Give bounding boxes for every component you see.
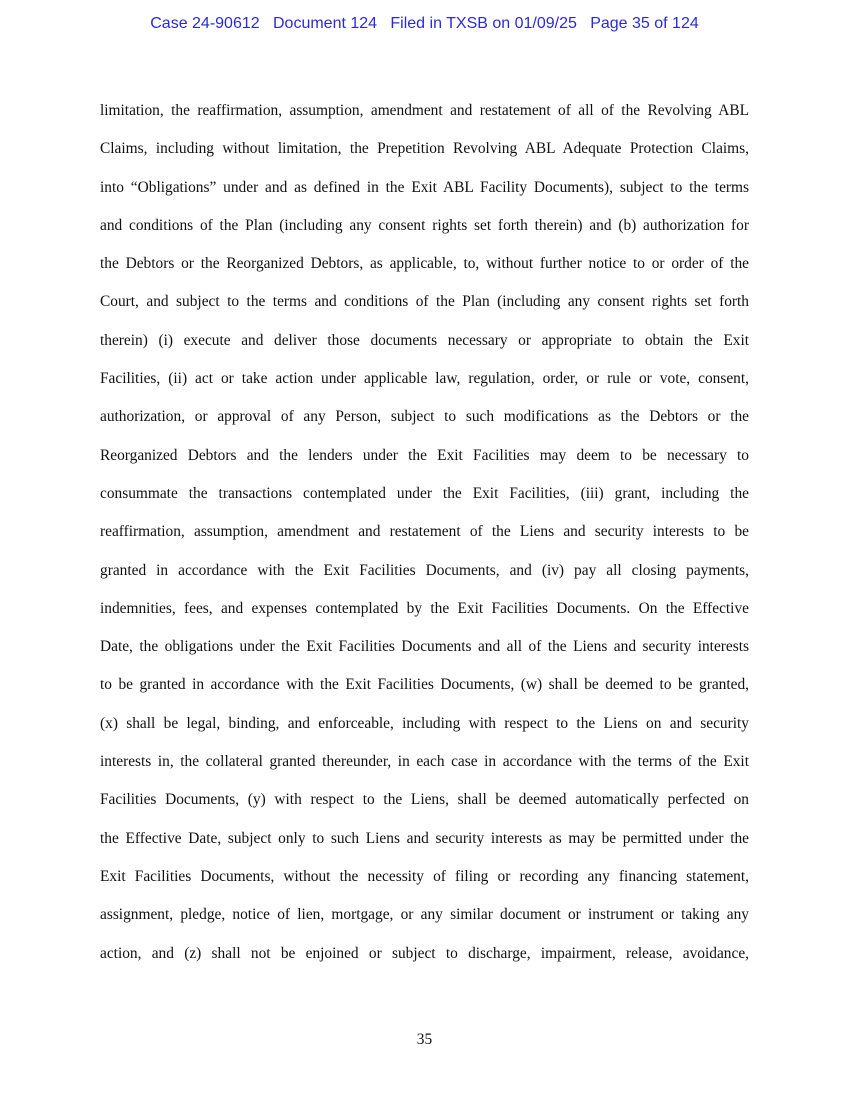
text-line: action, and (z) shall not be enjoined or subject to discharge, impairment, release, avoidance, xyxy=(100,944,749,962)
text-line: authorization, or approval of any Person, subject to such modifications as the Debtors or the xyxy=(100,408,749,426)
text-line: Date, the obligations under the Exit Facilities Documents and all of the Liens and security interests xyxy=(100,638,749,656)
text-line: interests in, the collateral granted thereunder, in each case in accordance with the terms of the Exit xyxy=(100,753,749,771)
text-line: granted in accordance with the Exit Facilities Documents, and (iv) pay all closing payments, xyxy=(100,561,749,579)
text-line: therein) (i) execute and deliver those documents necessary or appropriate to obtain the Exit xyxy=(100,331,749,349)
text-line: Reorganized Debtors and the lenders under the Exit Facilities may deem to be necessary to xyxy=(100,446,749,464)
text-line: Facilities, (ii) act or take action under applicable law, regulation, order, or rule or vote, consent, xyxy=(100,370,749,388)
text-line: (x) shall be legal, binding, and enforceable, including with respect to the Liens on and security xyxy=(100,714,749,732)
text-line: consummate the transactions contemplated under the Exit Facilities, (iii) grant, including the xyxy=(100,484,749,502)
page-number: 35 xyxy=(416,1031,433,1048)
text-line: into “Obligations” under and as defined in the Exit ABL Facility Documents), subject to the terms xyxy=(100,178,749,196)
text-line: Court, and subject to the terms and conditions of the Plan (including any consent rights set forth xyxy=(100,293,749,311)
text-line: assignment, pledge, notice of lien, mortgage, or any similar document or instrument or taking any xyxy=(100,906,749,924)
text-line: the Debtors or the Reorganized Debtors, as applicable, to, without further notice to or order of the xyxy=(100,255,749,273)
body-paragraph xyxy=(100,92,749,973)
text-line: Claims, including without limitation, the Prepetition Revolving ABL Adequate Protection Claims, xyxy=(100,140,749,158)
text-line: limitation, the reaffirmation, assumption, amendment and restatement of all of the Revolving ABL xyxy=(100,102,749,119)
filing-header: Case 24-90612 Document 124 Filed in TXSB on 01/09/25 Page 35 of 124 xyxy=(150,15,699,32)
text-line: the Effective Date, subject only to such Liens and security interests as may be permitted under the xyxy=(100,829,749,847)
text-line: reaffirmation, assumption, amendment and restatement of the Liens and security interests to be xyxy=(100,523,749,541)
text-line: Facilities Documents, (y) with respect to the Liens, shall be deemed automatically perfected on xyxy=(100,791,749,809)
text-line: and conditions of the Plan (including any consent rights set forth therein) and (b) authorization for xyxy=(100,216,749,234)
text-line: Exit Facilities Documents, without the necessity of filing or recording any financing statement, xyxy=(100,867,749,885)
text-line: indemnities, fees, and expenses contemplated by the Exit Facilities Documents. On the Effective xyxy=(100,599,749,617)
text-line: to be granted in accordance with the Exit Facilities Documents, (w) shall be deemed to be granted, xyxy=(100,676,749,694)
